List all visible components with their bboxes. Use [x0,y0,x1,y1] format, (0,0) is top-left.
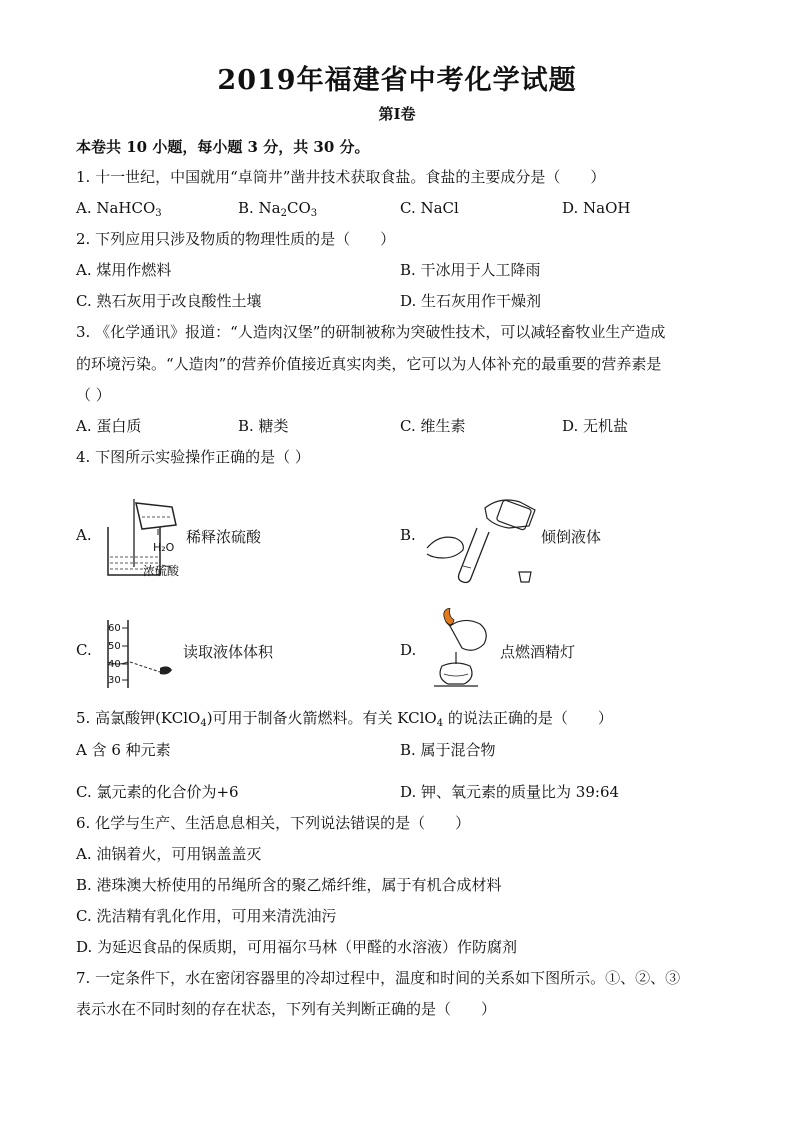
tick-40: 40 [108,659,121,670]
exam-title: 2019年福建省中考化学试题 [217,65,577,96]
q4-option-b-caption: 倾倒液体 [541,528,602,546]
q2-option-a: A. 煤用作燃料 [76,261,172,279]
q3-option-d: D. 无机盐 [562,417,629,435]
acid-label: 浓硫酸 [143,564,180,578]
q3-option-c: C. 维生素 [400,417,466,435]
q1-option-a: A. NaHCO$_3$ [76,199,162,219]
q3-option-a: A. 蛋白质 [76,417,142,435]
q2-option-d: D. 生石灰用作干燥剂 [400,292,542,310]
q4-option-a-caption: 稀释浓硫酸 [186,528,262,546]
q7-line-2: 表示水在不同时刻的存在状态，下列有关判断正确的是（ ） [76,1000,497,1018]
q7-line-1: 7. 一定条件下，水在密闭容器里的冷却过程中，温度和时间的关系如下图所示。①、②、③ [76,969,681,987]
tick-30: 30 [108,675,121,686]
q2-option-b: B. 干冰用于人工降雨 [400,261,541,279]
q3-option-b: B. 糖类 [238,417,289,435]
q5-option-c: C. 氯元素的化合价为+6 [76,783,239,801]
q6-option-b: B. 港珠澳大桥使用的吊绳所含的聚乙烯纤维，属于有机合成材料 [76,876,502,894]
q4-option-b-letter: B. [400,526,416,544]
q5-option-a: A 含 6 种元素 [76,741,171,759]
q4-option-c-letter: C. [76,641,92,659]
q5-option-b: B. 属于混合物 [400,741,496,759]
q1-option-b: B. $Na_2CO_3$ [238,199,318,219]
water-label: H₂O [153,541,175,554]
q6-option-c: C. 洗洁精有乳化作用，可用来清洗油污 [76,907,337,925]
q3-line-2: 的环境污染。“人造肉”的营养价值接近真实肉类，它可以为人体补充的最重要的营养素是 [76,355,662,373]
tick-50: 50 [108,641,121,652]
pour-liquid-diagram [425,488,545,588]
q5-option-d: D. 钾、氧元素的质量比为 39:64 [400,783,620,801]
q6-option-a: A. 油锅着火，可用锅盖盖灭 [76,845,262,863]
q6-stem: 6. 化学与生产、生活息息相关，下列说法错误的是（ ） [76,814,471,832]
instructions: 本卷共 10 小题，每小题 3 分，共 30 分。 [76,138,370,156]
q4-option-d-letter: D. [400,641,417,659]
q1-option-d: D. NaOH [562,199,631,217]
q1-stem: 1. 十一世纪，中国就用“卓筒井”凿井技术获取食盐。食盐的主要成分是（ ） [76,168,606,186]
q4-stem: 4. 下图所示实验操作正确的是（ ） [76,448,310,466]
q6-option-d: D. 为延迟食品的保质期，可用福尔马林（甲醛的水溶液）作防腐剂 [76,938,518,956]
q3-line-3: （ ） [76,386,111,404]
q4-option-c-caption: 读取液体体积 [183,643,274,661]
q4-option-d-caption: 点燃酒精灯 [500,643,576,661]
tick-60: 60 [108,623,121,634]
q2-option-c: C. 熟石灰用于改良酸性土壤 [76,292,262,310]
q5-stem: 5. 高氯酸钾(KClO$_4$)可用于制备火箭燃料。有关 KClO$_4$ 的说法正确的是（ ） [76,709,613,729]
q3-line-1: 3. 《化学通讯》报道：“人造肉汉堡”的研制被称为突破性技术，可以减轻畜牧业生产造成 [76,323,666,341]
section-title: 第Ⅰ卷 [378,105,416,123]
alcohol-lamp-diagram [420,608,500,690]
q2-stem: 2. 下列应用只涉及物质的物理性质的是（ ） [76,230,396,248]
q1-option-c: C. NaCl [400,199,459,217]
q4-option-a-letter: A. [76,526,92,544]
